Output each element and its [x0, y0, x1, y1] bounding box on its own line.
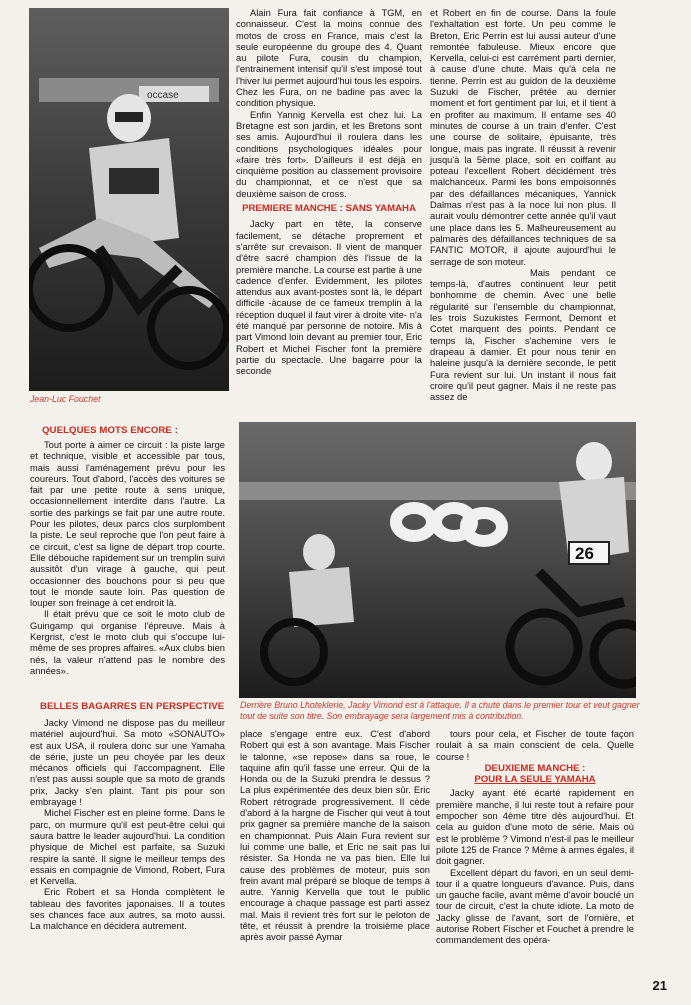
photo-credit: Jean-Luc Fouchet	[30, 394, 101, 404]
paragraph: Jacky ayant été écarté rapidement en première manche, il lui reste tout à refaire pour empocher son 4ème titre dès aujourd'hui. Et cela au guidon d'une moto de série. Mais où est le problème ? Vimond n'est-il pas le meilleur pilote 125 de France ? Même à armes égales, il doit gagner.	[436, 788, 634, 867]
photo-caption: Derrière Bruno Lhoteklerie, Jacky Vimond est à l'attaque. Il a chuté dans le premier tour et veut gagner tout de suite son titre. Son embrayage sera largement mis à contribution.	[240, 700, 640, 721]
column-top-middle	[236, 8, 422, 378]
paragraph: Alain Fura fait confiance à TGM, en connaisseur. C'est la moins connue des motos de cross en France, mais c'est la seule européenne du groupe des 4. Quant au pilote Fura, cousin du champion, l'entrainement intensif qu'il s'est imposé tout l'hiver lui permet aujourd'hui tous les espoirs. Chez les Fura, on ne badine pas avec la condition physique.	[236, 8, 422, 109]
column-top-right	[430, 8, 616, 403]
banner-text: occase	[147, 90, 179, 101]
paragraph: place s'engage entre eux. C'est d'abord Robert qui est à son avantage. Mais Fischer le talonne, «se repose» dans sa roue, le taquine afin qu'il fasse une erreur. Qui de la Honda ou de la Suzuki prendra le dessus ? La plus expérimentée des deux bien sûr. Eric Robert rétrograde progressivement. Il cède d'abord à la hargne de Fischer qui veut à tout prix gagner sa première manche de la saison en championnat. Puis Alain Fura revient sur lui comme une balle, et Eric ne sait pas lui résister. Sa Honda ne va pas bien. Elle lui cause des problèmes de moteur, puis son frein avant mal préparé se bloque de temps à autre. Yannig Kervella que tout le public encourage à chaque passage est parti assez mal. Mais il revient très fort sur le peloton de tête, et réussit à prendre la troisième place après avoir passé Aymar	[240, 729, 430, 943]
section-heading-belles: BELLES BAGARRES EN PERSPECTIVE	[40, 701, 225, 712]
paragraph: Excellent départ du favori, en un seul demi-tour il a quatre longueurs d'avance. Puis, dans un gauche facile, avant même d'avoir bouclé un tour de circuit, c'est la chute idiote. La moto de Jacky glisse de l'avant, sort de l'ornière, et autorise Robert Fischer et Fouchet à prendre le commandement des opéra-	[436, 867, 634, 946]
rider-photo-top	[29, 8, 229, 391]
section-heading: POUR LA SEULE YAMAHA	[474, 774, 596, 786]
paragraph: tours pour cela, et Fischer de toute façon roulait à sa main conscient de cela. Quelle course !	[436, 729, 634, 762]
paragraph: Tout porte à aimer ce circuit : la piste large et technique, visible et accessible par tous, mais aussi l'aménagement prévu pour les coureurs. Tout d'abord, l'accès des voitures se fait par une petite route à sens unique, occasionnellement interdite dans l'autre. La sortie des parkings se fait par une autre route. Pour les pilotes, deux parcs clos surplombent la piste. Le seul reproche que l'on peut faire à ce circuit, c'est sa ligne de départ trop courte. Elle débouche rapidement sur un tremplin suivi aussitôt d'un virage à gauche, qui peut occasionner des bouchons pour si peu que tout le monde saute loin. Pas question de louper son freinage à cet endroit là.	[30, 440, 225, 609]
section-heading-quelques: QUELQUES MOTS ENCORE :	[42, 425, 178, 436]
paragraph: Mais pendant ce temps-là, d'autres continuent leur petit bonhomme de chemin. Avec une belle régularité sur l'ensemble du championnat, les trois Suzukistes Fermont, Demont et Cotet marquent des points. Pendant ce temps là, Fischer s'achemine vers le drapeau à damier. Et pour nous tenir en haleine jusqu'à la dernière seconde, le petit Fura revient sur lui. Un instant il nous fait croire qu'il peut gagner. Mais il ne reste pas assez de	[430, 267, 616, 403]
column-bottom-right	[436, 729, 634, 947]
column-bottom-left	[30, 718, 225, 933]
section-heading: PREMIERE MANCHE : SANS YAMAHA	[242, 203, 416, 215]
paragraph: Il était prévu que ce soit le moto club de Guingamp qui organise l'épreuve. Mais à Kergrist, c'est le moto club qui s'occupe lui-même de ses propres affaires. «Aux clubs bien nés, la valeur n'attend pas le nombre des années».	[30, 609, 225, 676]
section-heading: DEUXIEME MANCHE :	[484, 762, 586, 774]
paragraph: Jacky part en tête, la conserve facilement, se détache proprement et s'arrête sur crevaison. Il vient de manquer d'être sacré champion dès l'issue de la première manche. La course est partie à une cadence d'enfer. Evidemment, les pilotes attendus aux avant-postes sont là, le départ difficile -àcause de ce fameux tremplin à la réception duquel il faut virer à droite vite- n'a été manqué par personne de notoire. Mis à part Vimond loin devant au premier tour, Eric Robert et Michel Fischer font la première partie du spectacle. Une bagarre pour la seconde	[236, 219, 422, 377]
paragraph: Enfin Yannig Kervella est chez lui. La Bretagne est son jardin, et les Bretons sont ses amis. Aujourd'hui il roulera dans les conditions psychologiques idéales pour «faire très fort». D'ailleurs il est déjà en cinquième position au classement provisoire du championnat, et ce n'est que sa deuxième saison de cross.	[236, 109, 422, 199]
paragraph: Eric Robert et sa Honda complètent le tableau des favorites japonaises. Il a toutes ses chances face aux autres, sa moto aussi. La malchance en décidera autrement.	[30, 887, 225, 932]
paragraph: Jacky Vimond ne dispose pas du meilleur matériel aujourd'hui. Sa moto «SONAUTO» est aux USA, il roulera donc sur une Yamaha de série, juste un peu choyée par les deux mécanos officiels qui l'accompagnent. Elle n'est pas aussi souple que sa moto de grands prix, Jacky s'en plaint. Tant pis pour son embrayage !	[30, 718, 225, 808]
paragraph: Michel Fischer est en pleine forme. Dans le parc, on murmure qu'il est peut-être celui qui saura battre le leader aujourd'hui. La condition physique de Michel est parfaite, sa Suzuki respire la santé. Il signe le meilleur temps des essais en compagnie de Vimond, Robert, Fura et Kervella.	[30, 808, 225, 887]
paragraph: et Robert en fin de course. Dans la foule l'exhaltation est forte. Un peu comme le Breton, Eric Perrin est lui aussi auteur d'une remontée fabuleuse. Mieux encore que Kervella, celui-ci est carrément parti dernier, à cause d'une chute. Mais qu'à cela ne tienne. Perrin est au guidon de la deuxième Suzuki de Fischer, prêtée au dernier moment et fort gentiment par lui, et il tient à en profiter au maximum. Il entame ses 40 minutes de course à un train d'enfer. C'est une course de solitaire, épuisante, très longue, mais pas ingrate. Il réussit à revenir jusqu'à la 5ème place, soit en coiffant au poteau l'excellent Robert décidément très malchanceux. Parmi les bons empoisonnés par des défaillances mécaniques, Yannick Dalmas n'est pas à la noce lui non plus. Il aurait voulu démontrer cette année qu'il vaut une place dans les 5. Malheureusement au palmarès des défaillances techniques de sa FANTIC MOTOR, il ajoute aujourd'hui le serrage de son moteur.	[430, 8, 616, 267]
column-left-middle	[30, 440, 225, 677]
bike-number: 26	[575, 544, 594, 563]
page-number: 21	[652, 978, 667, 993]
race-photo-middle	[239, 422, 636, 698]
column-bottom-middle	[240, 729, 430, 944]
